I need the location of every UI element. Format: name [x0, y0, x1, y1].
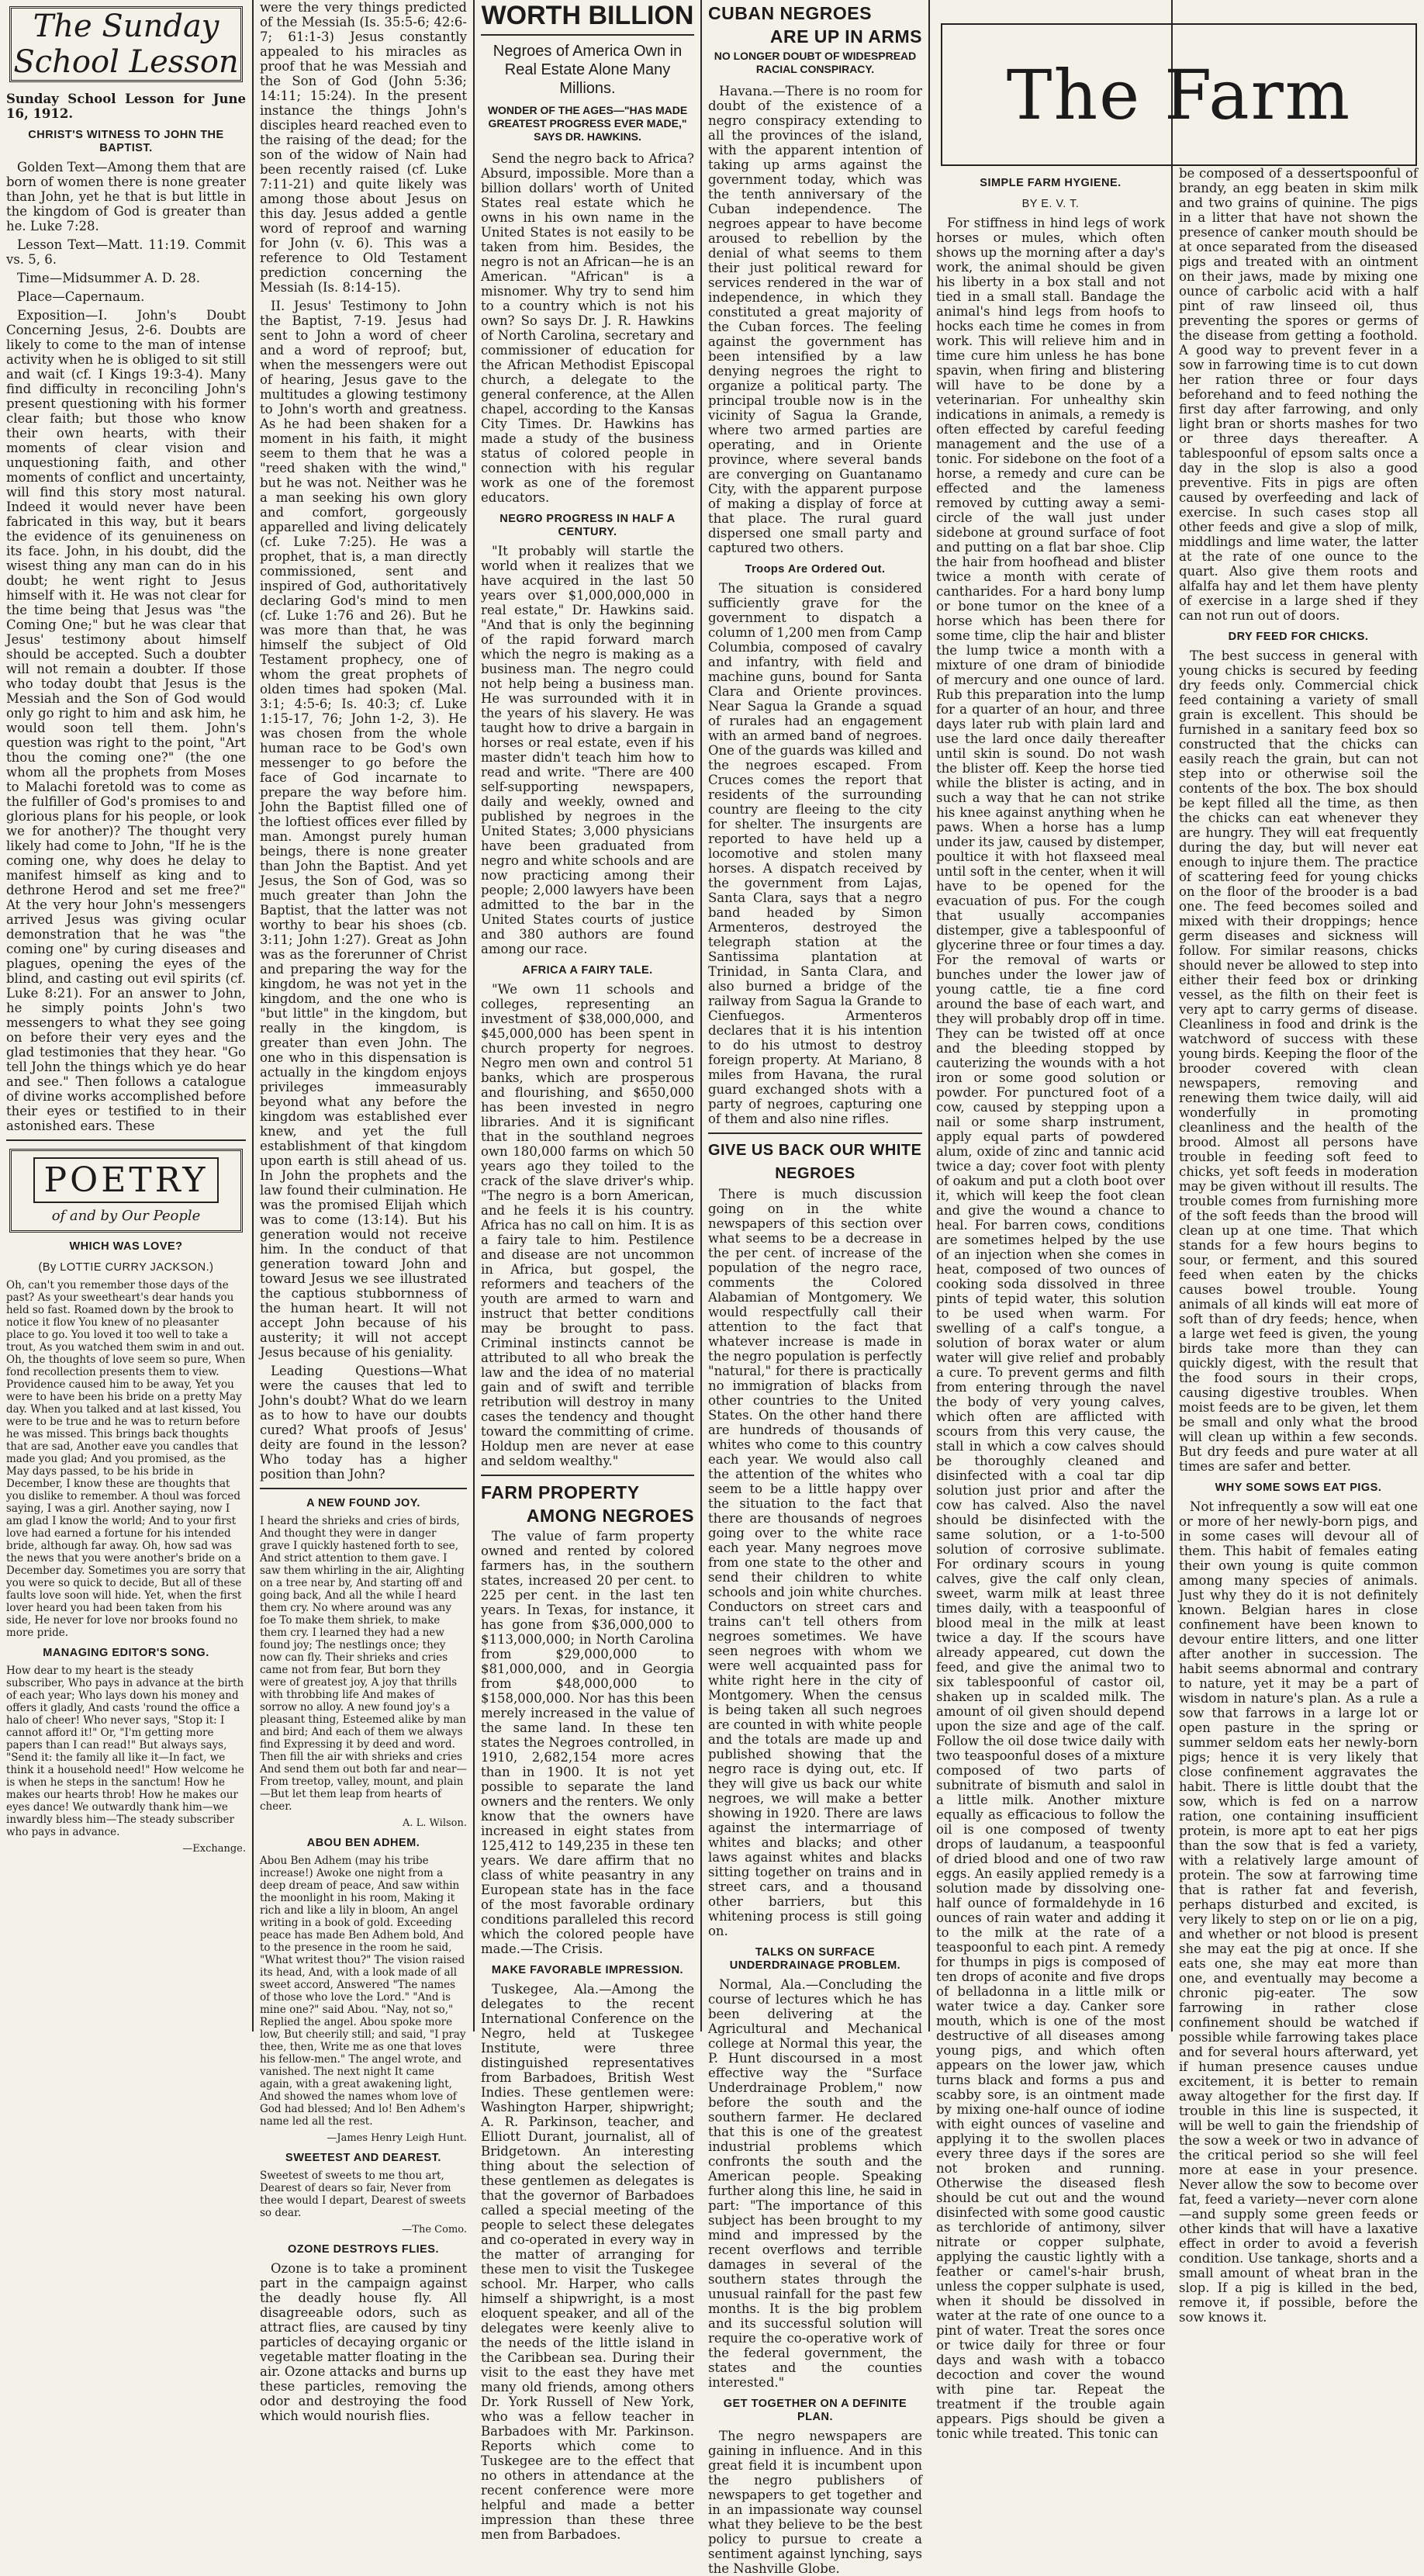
article-title: TALKS ON SURFACE UNDERDRAINAGE PROBLEM. [729, 1946, 901, 1972]
farm-title: The Farm [1006, 54, 1352, 135]
subheading: AFRICA A FAIRY TALE. [522, 964, 653, 977]
poetry-subtitle: of and by Our People [51, 1208, 201, 1224]
column-4 [702, 0, 928, 2576]
masthead-line-1: The Sunday [33, 9, 219, 44]
article-body: The best success in general with young chicks is secured by feeding dry feeds only. Commercial chick feed containing a variety of small grain is excellent. This should be furnished in a sanitary feed box so constructed that the chicks can easily reach the grain, but can not step into or otherwise soil the contents of the box. The box should be kept filled all the time, as then the chicks can eat whenever they are hungry. They will eat frequently during the day, but will never eat enough to injure them. The practice of scattering feed for young chicks on the floor of the brooder is a bad one. The feed becomes soiled and mixed with their droppings; hence germ diseases and sickness will follow. For similar reasons, chicks should never be allowed to step into either their feed box or drinking vessel, as the filth on their feet is very apt to carry germs of disease. Cleanliness in food and drink is the watchword of success with these young birds. Keeping the floor of the brooder covered with clean newspapers, removing and renewing them twice daily, will aid wonderfully in promoting cleanliness and the health of the brood. Almost all persons have trouble in feeding soft feed to chicks, yet soft feeds in moderation may be given without ill results. The trouble comes from furnishing more of the soft feeds than the brood will clean up at one time. That which stands for a few hours begins to sour, or ferment, and this soured feed when eaten by the chicks causes bowel trouble. Young animals of all kinds will eat more of soft than of dry feeds; hence, when a large wet feed is given, the young birds take more than they can quickly digest, with the result that the food sours in their crops, causing digestive troubles. When moist feeds are to be given, let them be small and only what the brood will clean up within a few seconds. But dry feeds and pure water at all times are safer and better. [1179, 648, 1418, 1474]
editor-song-source: —Exchange. [182, 1843, 246, 1855]
article-title: SIMPLE FARM HYGIENE. [980, 177, 1122, 189]
poem-byline: (By LOTTIE CURRY JACKSON.) [38, 1261, 214, 1274]
headline-deck: Negroes of America Own in Real Estate Alone Many Millions. [493, 43, 683, 97]
poem-title: WHICH WAS LOVE? [69, 1240, 183, 1253]
lesson-part-2: II. Jesus' Testimony to John the Baptist, 7-19. Jesus had sent to John a word of cheer and a word of reproof; but, when the messengers were out of hearing, Jesus gave to the multitudes a glowing testimony to John's worth and greatness. As he had been shaken for a moment in his faith, it might seem to them that he was a "reed shaken with the wind," but he was not. Neither was he a man seeking his own glory and comfort, gorgeously apparelled and living delicately (cf. Luke 7:25). He was a prophet, that is, a man directly commissioned, sent and inspired of God, authoritatively declaring God's mind to men (cf. Luke 1:76 and 26). But he was more than that, he was himself the subject of Old Testament prophecy, one of whom the great prophets of olden times had spoken (Mal. 3:1; 4:5-6; Is. 40:3; cf. Luke 1:15-17, 76; John 1-2, 3). He was chosen from the whole human race to be God's own messenger to go before the face of God incarnate to prepare the way before him. John the Baptist filled one of the loftiest offices ever filled by man. Amongst purely human beings, there is none greater than John the Baptist. And yet Jesus, the Son of God, was so much greater than John the Baptist, that the latter was not worthy to bear his shoes (cb. 3:11; John 1:27). Great as John was as the forerunner of Christ and preparing the way for the kingdom, he was not yet in the kingdom, and the one who is "but little" in the kingdom, but really in the kingdom, is greater than even John. The one who in this dispensation is actually in the kingdom enjoys privileges immeasurably beyond what any before the kingdom was established ever knew, and yet the full establishment of that kingdom upon earth is still ahead of us. In John the prophets and the law found their culmination. He was the promised Elijah which was to come (13:14). But his generation would not receive him. In the conduct of that generation toward John and toward Jesus we see illustrated the captious stubbornness of the human heart. It will not accept John because of his austerity; it will not accept Jesus because of his geniality. [260, 299, 467, 1360]
article-title: WHY SOME SOWS EAT PIGS. [1215, 1482, 1382, 1494]
subdeck: WONDER OF THE AGES—"HAS MADE GREATEST PROGRESS EVER MADE," SAYS DR. HAWKINS. [487, 104, 688, 143]
golden-text: Golden Text—Among them that are born of women there is none greater than John, yet he that is but little in the kingdom of God is greater than he. Luke 7:28. [6, 160, 246, 233]
article-body: Ozone is to take a prominent part in the campaign against the deadly house fly. All disagreeable odors, such as attract flies, are caused by tiny particles of decaying organic or vegetable matter floating in the air. Ozone attacks and burns up these particles, removing the odor and destroying the food which would nourish flies. [260, 2261, 467, 2423]
column-3 [475, 0, 700, 2542]
masthead-line-2: School Lesson [13, 44, 239, 80]
headline-line-2: ARE UP IN ARMS [769, 26, 922, 47]
poem-title: SWEETEST AND DEAREST. [285, 2152, 441, 2164]
poem-author: —The Como. [402, 2224, 467, 2235]
article-body: For stiffness in hind legs of work horses or mules, which often shows up the morning after a day's work, the animal should be given his liberty in a box stall and not tied in a small stall. Bandage the animal's hind legs from hoofs to hocks each time he comes in from work. This will relieve him and in time cure him unless he has bone spavin, when firing and blistering will have to be done by a veterinarian. For unhealthy skin indications in animals, a remedy is often effected by careful feeding management and the use of a tonic. For sidebone on the foot of a horse, a remedy and cure can be effected and the lameness removed by cutting away a semi-circle of the wall just under sidebone at ground surface of foot and putting on a flat bar shoe. Clip the hair from hoofhead and blister twice a month with cerate of cantharides. For a hard bony lump or bone tumor on the knee of a horse which has been there for some time, clip the hair and blister the lump twice a month with a mixture of one dram of biniodide of mercury and one ounce of lard. Rub this preparation into the lump for a quarter of an hour, and three days later rub with plain lard and use the lard once daily thereafter until skin is sound. Do not wash the blister off. Keep the horse tied while the blister is acting, and in such a way that he can not strike his knee against anything when he paws. When a horse has a lump under its jaw, caused by distemper, poultice it with hot flaxseed meal until soft in the center, when it will have to be opened for the evacuation of pus. For the cough that usually accompanies distemper, give a tablespoonful of glycerine three or four times a day. For the removal of warts or bunches under the lower jaw of young cattle, tie a fine cord around the base of each wart, and they will probably drop off in time. They can be twisted off at once and the bleeding stopped by cauterizing the wounds with a hot iron or some good solution or powder. For punctured foot of a cow, caused by stepping upon a nail or some sharp instrument, apply equal parts of powdered alum, oxide of zinc and tannic acid twice a day; cover foot with plenty of oakum and put a cloth boot over it, which will keep the foot clean and give the wound a chance to heal. For barren cows, conditions are sometimes helped by the use of an injection when she comes in heat, composed of two ounces of cooking soda dissolved in three pints of tepid water, this solution to be used when warm. For swelling of a calf's tongue, a solution of borax water or alum water will give relief and probably a cure. To prevent germs and filth from entering through the navel the body of very young calves, which often are afflicted with scours from this very cause, the stall in which a cow calves should be thoroughly cleaned and disinfected with a coal tar dip solution just prior and after the cow has calved. Also the navel should be disinfected with the same solution, or a 1-to-500 solution of corrosive sublimate. For ordinary scours in young calves, give the calf only clean, sweet, warm milk at least three times daily, with a teaspoonful of blood meal in the milk at least twice a day. If the scours have already appeared, cut down the feed, and give the animal two to six tablespoonful of castor oil, shaken up in scalded milk. The amount of oil given should depend upon the size and age of the calf. Follow the oil dose twice daily with two teaspoonful doses of a mixture composed of two parts of subnitrate of bismuth and salol in a little milk. Another mixture equally as efficacious to follow the oil is one composed of twenty drops of laudanum, a teaspoonful of dried blood and one of two raw eggs. An easily applied remedy is a solution made by dissolving one-half ounce of formaldehyde in 16 ounces of rain water and adding it to the milk at the rate of a teaspoonful to each pint. A remedy for thumps in pigs is composed of ten drops of aconite and five drops of belladonna in a little milk or water twice a day. Canker sore mouth, which is one of the most destructive of all diseases among young pigs, and which often appears on the lower jaw, which turns black and forms a pus and scabby sore, is an ointment made by mixing one-half ounce of iodine with eight ounces of vaseline and applying it to the swollen places every three days if the sores are not broken and running. Otherwise the diseased flesh should be cut out and the wound disinfected with some good caustic as terchloride of antimony, silver nitrate or copper sulphate, applying the caustic lightly with a feather or camel's-hair brush, unless the copper sulphate is used, when it should be dissolved in water at the rate of one ounce to a pint of water. Treat the sores once or twice daily for three or four days and wash with a tobacco decoction and cover the wound with pine tar. Repeat the treatment if the trouble again appears. Pigs should be given a tonic while treated. This tonic can [936, 216, 1165, 2441]
section-divider [260, 1488, 467, 1489]
article-body: The situation is considered sufficiently grave for the government to dispatch a column of 1,200 men from Camp Columbia, composed of cavalry and infantry, with field and machine guns, bound for Santa Clara and Oriente provinces. Near Sagua la Grande a squad of rurales had an engagement with an armed band of negroes. One of the guards was killed and the negroes escaped. From Cruces comes the report that residents of the surrounding country are fleeing to the city for shelter. The insurgents are reported to have held up a locomotive and stolen many horses. A dispatch received by the government from Lajas, Santa Clara, says that a negro band headed by Simon Armenteros, destroyed the telegraph station at the Santissima plantation at Trinidad, in Santa Clara, and also burned a bridge of the railway from Sagua la Grande to Cienfuegos. Armenteros declares that it is his intention to do his utmost to destroy foreign property. At Mariano, 8 miles from Havana, the rural guard exchanged shots with a party of negroes, capturing one of them and also nine rifles. [708, 581, 923, 1126]
article-body: "We own 11 schools and colleges, representing an investment of $38,000,000, and $45,000,000 has been spent in church property for negroes. Negro men own and control 51 banks, which are prosperous and flourishing, and $650,000 has been invested in negro libraries. And it is significant that in the southland negroes own 180,000 farms on which 50 years ago they toiled to the crack of the slave driver's whip. "The negro is a born American, and he feels it is his country. Africa has no call on him. It is as a fairy tale to him. Pestilence and disease are not uncommon in Africa, but gospel, the reformers and teachers of the youth are armed to warn and instruct that better conditions may be brought to pass. Criminal instincts cannot be attributed to all who break the law and the idea of no material gain and of swift and terrible retribution will destroy in many cases the tendency and thought toward the committing of crime. Holdup men are never at ease and seldom wealthy." [481, 982, 694, 1468]
sunday-school-masthead [9, 6, 243, 82]
article-body: Havana.—There is no room for doubt of the existence of a negro conspiracy extending to all the provinces of the island, with the apparent intention of taking up arms against the government today, which was the tenth anniversary of the Cuban independence. The negroes appear to have become aroused to rebellion by the denial of what seems to them their just political reward for services rendered in the war of independence, in which they constituted a great majority of the Cuban forces. The feeling against the government has been intensified by a law denying negroes the right to organize a political party. The principal trouble now is in the vicinity of Sagua la Grande, where two armed parties are operating, and in Oriente province, where several bands are converging on Guantanamo City, with the apparent purpose of making a display of force at that place. The rural guard dispersed one small party and captured two others. [708, 84, 922, 555]
headline: FARM PROPERTY [481, 1482, 640, 1502]
exposition: Exposition—I. John's Doubt Concerning Jesus, 2-6. Doubts are likely to come to the man of intense activity when he is obliged to sit still and wait (cf. I Kings 19:3-4). Many find difficulty in reconciling John's present questioning with his former clear faith; but those who know their own hearts, with their moments of clear vision and unquestioning faith, and other moments of conflict and uncertainty, will find this story most natural. Indeed it would never have been fabricated in this way, but it bears the evidence of its genuineness on its face. John, in his doubt, did the wisest thing any man can do in his doubt; he went right to Jesus himself with it. He was not clear for the time being that Jesus was "the Coming One;" but he was clear that Jesus' testimony about himself should be accepted. Such a doubter will not remain a doubter. If those who today doubt that Jesus is the Messiah and the Son of God would only go right to him and ask him, he would soon tell them. John's question was right to the point, "Art thou the coming one?" (the one whom all the prophets from Moses to Malachi foretold was to come as the fulfiller of God's promises to and glorious plans for his people, or look we for another)? The thought very likely had come to John, "If he is the coming one, why does he delay to manifest himself as king and to dethrone Herod and set me free?" At the very hour John's messengers arrived Jesus was giving ocular demonstration that he was "the coming one" by curing diseases and plagues, opening the eyes of the blind, and casting out evil spirits (cf. Luke 8:21). For an answer to John, he simply points John's two messengers to what they see going on before their very eyes and the glad testimonies that they hear. "Go tell John the things which ye do hear and see." Then follows a catalogue of divine works accomplished before their eyes or testified to in their astonished ears. These [6, 308, 246, 1133]
headline: WORTH BILLION [481, 1, 694, 30]
headline-line-2: NEGROES [775, 1165, 855, 1182]
section-divider [481, 1475, 694, 1476]
section-divider [6, 1139, 246, 1141]
section-divider [708, 1132, 922, 1134]
editor-song-title: MANAGING EDITOR'S SONG. [43, 1647, 209, 1659]
subdeck: NO LONGER DOUBT OF WIDESPREAD RACIAL CONSPIRACY. [714, 50, 917, 75]
poem-body: I heard the shrieks and cries of birds, And thought they were in danger grave I quickly hastened forth to see, And strict attention to them gave. I saw them whirling in the air, Alighting on a tree near by, And starting off and going back, And all the while I heard them cry. No where around was any foe To make them shriek, to make them cry. I learned they had a new found joy; The nestlings once; they now can fly. Their shrieks and cries came not from fear, But born they were of greatest joy, A joy that thrills with throbbing life And makes of sorrow no alloy. A new found joy's a pleasant thing, Esteemed alike by man and bird; And each of them we always find Expressing it by deed and word. Then fill the air with shrieks and cries And send them out both far and near—From treetop, valley, mount, and plain—But let them leap from hearts of cheer. [260, 1515, 467, 1813]
poem-title: ABOU BEN ADHEM. [306, 1837, 420, 1849]
lesson-date: Sunday School Lesson for June 16, 1912. [6, 92, 246, 121]
article-title: DRY FEED FOR CHICKS. [1228, 631, 1369, 643]
poem-author: —James Henry Leigh Hunt. [327, 2132, 467, 2144]
lesson-time: Time—Midsummer A. D. 28. [17, 271, 200, 285]
lesson-text: Lesson Text—Matt. 11:19. Commit vs. 5, 6. [6, 237, 246, 267]
column-2 [254, 0, 473, 2423]
article-title: OZONE DESTROYS FLIES. [288, 2243, 439, 2256]
column-1 [0, 0, 252, 2031]
article-title: GET TOGETHER ON A DEFINITE PLAN. [723, 2398, 907, 2423]
headline-rule [481, 34, 694, 36]
poem-body: Oh, can't you remember those days of the past? As your sweetheart's dear hands you held so fast. Roamed down by the brook to notice it flow You knew of no pleasanter place to go. You loved it too well to take a trout, As you watched them swim in and out. Oh, the thoughts of love seem so pure, When fond recollection presents them to view. Providence caused him to be away, Yet you were to have been his bride on a pretty May day. When you talked and at last kissed, You were to be true and he was to return before he was missed. This brings back thoughts that are sad, Another eave you candles that made you glad; And you promised, as the May days passed, to be his bride in December, I know these are thoughts that you dislike to remember. A thoul was forced saying, I was a girl. Another saying, now I am glad I know the world; And to your first love had earned a fortune for his intended bride, although far away. Oh, how sad was the news that you were another's bride on a December day. Sometimes you are sorry that you were so quick to decide, But all of these faults love soon will hide. Yet, when the first lover heard you had been taken from his side, He never for love nor brooks found no more pride. [6, 1279, 246, 1639]
article-body: There is much discussion going on in the white newspapers of this section over what seems to be a decrease in the per cent. of increase of the population of the negro race, comments the Colored Alabamian of Montgomery. We would respectfully call their attention to the fact that whatever increase is made in the negro population is perfectly "natural," for there is practically no immigration of blacks from other countries to the United States. On the other hand there are hundreds of thousands of whites who come to this country each year. We would also call the attention of the whites who seem to be a little happy over the situation to the fact that there are thousands of negroes going over to the white race each year. Many negroes move from one state to the other and send their children to white schools and join white churches. Conductors on street cars and trains can't tell others from negroes sometimes. We have seen negroes with whom we were well acquainted pass for white right here in the city of Montgomery. When the census is being taken all such negroes are counted in with white people and the totals are made up and published showing that the negro race is dying out, etc. If they will give us back our white negroes, we will make a better showing in 1920. There are laws against the intermarriage of whites and blacks; and other laws against whites and blacks sitting together on trains and in street cars, and a thousand other barriers, but this whitening process is still going on. [708, 1187, 922, 1938]
poem-body: Sweetest of sweets to me thou art, Dearest of dears so fair, Never from thee would I depart, Dearest of sweets so dear. [260, 2170, 466, 2219]
article-body: Send the negro back to Africa? Absurd, impossible. More than a billion dollars' worth of United States real estate which he owns in his own name in the United States is not easily to be taken from him. Besides, the negro is not an African—he is an American. "African" is a misnomer. Why try to send him to a country which is not his own? So says Dr. J. R. Hawkins of North Carolina, secretary and commissioner of education for the African Methodist Episcopal church, a delegate to the general conference, at the Allen chapel, according to the Kansas City Times. Dr. Hawkins has made a study of the business status of colored people in connection with his regular work as one of the foremost educators. [481, 151, 694, 505]
poem-title: A NEW FOUND JOY. [306, 1497, 420, 1509]
lesson-heading: CHRIST'S WITNESS TO JOHN THE BAPTIST. [28, 129, 224, 154]
subheading: Troops Are Ordered Out. [745, 563, 886, 576]
poetry-title: POETRY [33, 1157, 219, 1203]
headline-line-2: AMONG NEGROES [526, 1506, 694, 1526]
column-6 [1173, 0, 1424, 2325]
poem-author: A. L. Wilson. [402, 1817, 467, 1829]
article-title: MAKE FAVORABLE IMPRESSION. [491, 1964, 684, 1976]
headline: CUBAN NEGROES [708, 3, 872, 23]
article-body: The value of farm property owned and rented by colored farmers has, in the southern states, increased 20 per cent. to 225 per cent. in the last ten years. In Texas, for instance, it has gone from $36,000,000 to $113,000,000; in North Carolina from $29,000,000 to $81,000,000, and in Georgia from $48,000,000 to $158,000,000. Nor has this been merely increased in the value of the same land. In these ten states the Negroes controlled, in 1910, 2,682,154 more acres than in 1900. It is not yet possible to separate the land owners and the renters. We only know that the owners have increased in eight states from 125,412 to 149,235 in these ten years. We dare affirm that no class of white peasantry in any European state has in the face of the most favorable ordinary conditions paralleled this record which the colored people have made.—The Crisis. [481, 1529, 694, 1956]
article-body: Tuskegee, Ala.—Among the delegates to the recent International Conference on the Negro, held at Tuskegee Institute, were three distinguished representatives from Barbadoes, British West Indies. These gentlemen were: Washington Harper, shipwright; A. R. Parkinson, teacher, and Elliott Durant, journalist, all of Bridgetown. An interesting thing about the selection of these gentlemen as delegates is that the governor of Barbadoes called a special meeting of the people to select these delegates and co-operated in every way in the matter of arranging for these men to visit the Tuskegee school. Mr. Harper, who calls himself a shipwright, is a most eloquent speaker, and all of the delegates were keenly alive to the needs of the little island in the Caribbean sea. During their visit to the east they have met many old friends, among others Dr. York Russell of New York, who was a fellow teacher in Barbadoes with Mr. Parkinson. Reports which come to Tuskegee are to the effect that no others in attendance at the recent conference were more helpful and made a better impression than these three men from Barbadoes. [481, 1982, 694, 2542]
editor-song-body: How dear to my heart is the steady subscriber, Who pays in advance at the birth of each year; Who lays down his money and offers it gladly, And casts 'round the office a halo of cheer! Who never says, "Stop it: I cannot afford it!" Or, "I'm getting more papers than I can read!" But always says, "Send it: the family all like it—In fact, we think it a household need!" How welcome he is when he steps in the sanctum! How he makes our hearts throb! How he makes our eyes dance! We outwardly thank him—we inwardly bless him—The steady subscriber who pays in advance. [6, 1665, 244, 1838]
headline: GIVE US BACK OUR WHITE [708, 1142, 922, 1159]
lesson-place: Place—Capernaum. [17, 289, 145, 304]
subheading: NEGRO PROGRESS IN HALF A CENTURY. [499, 513, 676, 538]
leading-questions: Leading Questions—What were the causes that led to John's doubt? What do we learn as to how to have our doubts cured? What proofs of Jesus' deity are found in the lesson? Who today has a higher position than John? [260, 1364, 467, 1482]
lesson-continuation: were the very things predicted of the Messiah (Is. 35:5-6; 42:6-7; 61:1-3) Jesus constantly appealed to his miracles as proof that he was Messiah and the Son of God (John 5:36; 14:11; 15:24). In the present instance the things John's disciples heard reached even to the raising of the dead; for the son of the widow of Nain had been recently raised (cf. Luke 7:11-21) and quite likely was among those about Jesus on this day. Jesus added a gentle word of reproof and warning for John (v. 6). This was a reference to Old Testament prediction concerning the Messiah (Is. 8:14-15). [260, 0, 467, 295]
article-continuation: be composed of a dessertspoonful of brandy, an egg beaten in skim milk and two grains of quinine. The pigs in a litter that have not shown the presence of canker mouth should be at once separated from the diseased pigs and treated with an ointment on their jaws, made by mixing one ounce of carbolic acid with a half pint of raw linseed oil, thus preventing the spores or germs of the disease from getting a foothold. A good way to prevent fever in a sow in farrowing time is to cut down her ration three or four days beforehand and to feed nothing the first day after farrowing, and only light bran or shorts mashes for two or three days thereafter. A tablespoonful of epsom salts once a day in the slop is also a good preventive. Fits in pigs are often caused by overfeeding and lack of exercise. In such cases stop all other feeds and give a slop of milk, middlings and lime water, the latter at the rate of one ounce to the quart. Also give them roots and alfalfa hay and let them have plenty of exercise in a large shed if they can not run out of doors. [1179, 166, 1418, 623]
article-body: Normal, Ala.—Concluding the course of lectures which he has been delivering at the Agricultural and Mechanical college at Normal this year, the P. Hunt discoursed in a most effective way the "Surface Underdrainage Problem," now before the south and the southern farmer. He declared that this is one of the greatest industrial problems which confronts the south and the American people. Speaking further along this line, he said in part: "The importance of this subject has been brought to my mind and impressed by the recent overflows and terrible damages in several of the southern states through the unusual rainfall for the past few months. It is the big problem and its successful solution will require the co-operative work of the federal government, the states and the counties interested." [708, 1977, 922, 2390]
poem-body: Abou Ben Adhem (may his tribe increase!) Awoke one night from a deep dream of peace, And saw within the moonlight in his room, Making it rich and like a lily in bloom, An angel writing in a book of gold. Exceeding peace has made Ben Adhem bold, And to the presence in the room he said, "What writest thou?" The vision raised its head, And, with a look made of all sweet accord, Answered "The names of those who love the Lord." "And is mine one?" said Abou. "Nay, not so," Replied the angel. Abou spoke more low, But cheerily still; and said, "I pray thee, then, Write me as one that loves his fellow-men." The angel wrote, and vanished. The next night It came again, with a great awakening light, And showed the names whom love of God had blessed; And lo! Ben Adhem's name led all the rest. [260, 1855, 466, 2128]
article-body: "It probably will startle the world when it realizes that we have acquired in the last 50 years over $1,000,000,000 in real estate," Dr. Hawkins said. "And that is only the beginning of the rapid forward march which the negro is making as a business man. The negro could not help being a business man. He was surrounded with it in the years of his slavery. He was taught how to drive a bargain in horses or real estate, even if his master didn't teach him how to read and write. "There are 400 self-supporting newspapers, daily and weekly, owned and published by negroes in the United States; 3,000 physicians have been graduated from negro and white schools and are now practicing among their people; 2,000 lawyers have been admitted to the bar in the United States courts of justice and 380 authors are found among our race. [481, 544, 694, 956]
poetry-masthead [9, 1149, 243, 1233]
article-byline: BY E. V. T. [1021, 198, 1080, 210]
article-body: Not infrequently a sow will eat one or more of her newly-born pigs, and in some cases will devour all of them. This habit of females eating their own young is quite common among many species of animals. Just why they do it is not definitely known. Belgian hares in close confinement have been known to devour entire litters, and one litter after another in succession. The habit seems abnormal and contrary to nature, yet it may be a part of wisdom in nature's plan. As a rule a sow that farrows in a large lot or open pasture in the spring or summer seldom eats her newly-born pigs; hence it is very likely that close confinement aggravates the habit. There is little doubt that the sow, which is fed on a narrow ration, one containing insufficient protein, is more apt to eat her pigs than the sow that is fed a variety, with a relatively large amount of protein. The sow at farrowing time that is rather fat and feverish, perhaps disturbed and excited, is very likely to step on or lie on a pig, and whether or not blood is present she may eat the pig at once. If she eats one, she may eat more than one, and eventually may become a chronic pig-eater. The sow farrowing in rather close confinement should be watched if possible while farrowing takes place and for several hours afterward, yet if human presence causes undue excitement, it is better to remain away altogether for the first day. If trouble in this line is suspected, it will be well to gain the friendship of the sow a week or two in advance of the critical period so she will feel more at ease in your presence. Never allow the sow to become over fat, feed a variety—never corn alone—and supply some green feeds or other kinds that will have a laxative effect in order to avoid a feverish condition. Use tankage, shorts and a small amount of wheat bran in the slop. If a pig is killed in the bed, remove it, if possible, before the sow knows it. [1179, 1499, 1418, 2325]
article-body: The negro newspapers are gaining in influence. And in this great field it is incumbent upon the negro publishers of newspapers to get together and in an impassionate way counsel what they believe to be the best policy to pursue to create a sentiment against lynching, says the Nashville Globe. [708, 2429, 922, 2576]
